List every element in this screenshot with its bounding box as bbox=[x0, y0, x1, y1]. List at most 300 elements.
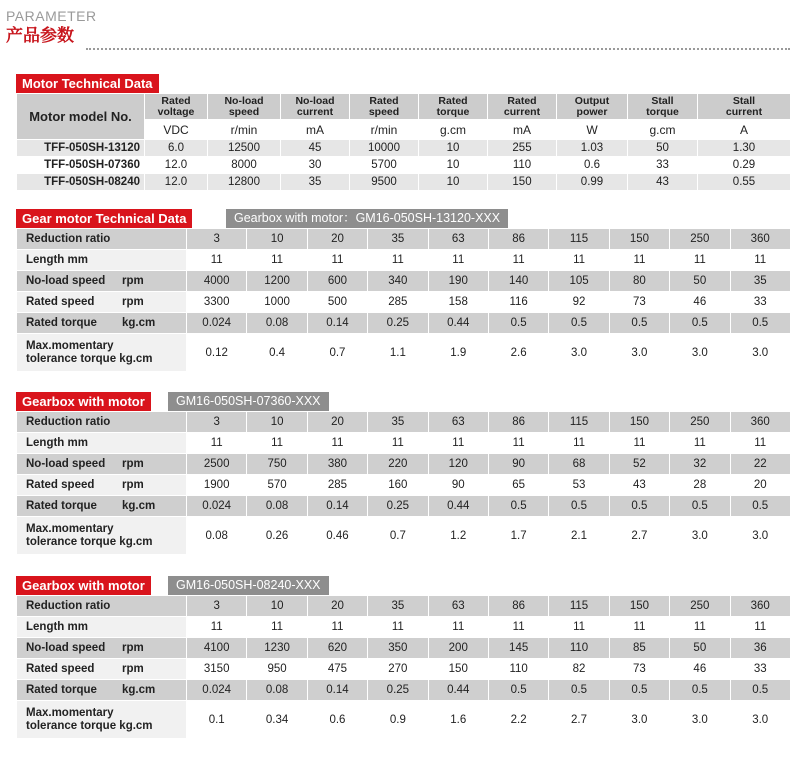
motor-col-header-line2: torque bbox=[436, 105, 470, 118]
gear-value-cell: 3 bbox=[187, 412, 247, 433]
motor-col-unit: A bbox=[698, 120, 790, 140]
gear-value-cell: 11 bbox=[549, 433, 609, 454]
motor-col-header-line1: Rated bbox=[507, 94, 537, 107]
gear-row-label bbox=[17, 638, 187, 659]
motor-section bbox=[16, 74, 790, 191]
gear-section-title: Gearbox with motor bbox=[16, 392, 151, 411]
gear-value-cell: 110 bbox=[549, 638, 609, 659]
gear-row-label-text: Rated speed bbox=[26, 479, 95, 491]
gear-section-subtitle: GM16-050SH-07360-XXX bbox=[168, 392, 329, 411]
gear-value-cell: 0.5 bbox=[730, 680, 790, 701]
motor-col-header-line2: torque bbox=[646, 105, 679, 118]
gear-value-cell: 0.5 bbox=[549, 496, 609, 517]
gear-value-cell: 0.08 bbox=[187, 517, 247, 555]
gear-value-cell: 0.25 bbox=[368, 680, 428, 701]
motor-col-header-line2: speed bbox=[368, 105, 400, 118]
gear-value-cell: 63 bbox=[428, 412, 488, 433]
motor-col-header bbox=[419, 94, 488, 120]
gear-section-title: Gear motor Technical Data bbox=[16, 209, 192, 228]
gear-value-cell: 11 bbox=[670, 433, 730, 454]
motor-value-cell: 12800 bbox=[208, 174, 281, 191]
gear-value-cell: 110 bbox=[488, 659, 548, 680]
gear-value-cell: 145 bbox=[488, 638, 548, 659]
gear-row-label bbox=[17, 617, 187, 638]
motor-model-cell: TFF-050SH-13120 bbox=[17, 140, 145, 157]
gear-value-cell: 11 bbox=[368, 250, 428, 271]
gear-row-label bbox=[17, 454, 187, 475]
gear-value-cell: 11 bbox=[609, 250, 669, 271]
gear-value-cell: 0.7 bbox=[368, 517, 428, 555]
gear-table bbox=[16, 595, 790, 739]
gear-value-cell: 0.9 bbox=[368, 701, 428, 739]
gear-value-cell: 4000 bbox=[187, 271, 247, 292]
gear-value-cell: 1.7 bbox=[488, 517, 548, 555]
motor-col-header-line1: No-load bbox=[295, 94, 335, 107]
gear-row-label-line2: tolerance torque kg.cm bbox=[26, 352, 153, 365]
gear-value-cell: 3300 bbox=[187, 292, 247, 313]
gear-section-subtitle: Gearbox with motor：GM16-050SH-13120-XXX bbox=[226, 209, 508, 228]
gear-row-label-text: Rated torque bbox=[26, 500, 97, 512]
gear-value-cell: 1.9 bbox=[428, 334, 488, 372]
motor-col-unit: VDC bbox=[145, 120, 208, 140]
gear-value-cell: 0.5 bbox=[609, 496, 669, 517]
gear-value-cell: 3.0 bbox=[730, 701, 790, 739]
gear-value-cell: 33 bbox=[730, 659, 790, 680]
gear-value-cell: 35 bbox=[368, 412, 428, 433]
gear-value-cell: 0.5 bbox=[670, 496, 730, 517]
gear-row bbox=[17, 412, 790, 433]
gear-row bbox=[17, 313, 790, 334]
gear-value-cell: 11 bbox=[428, 250, 488, 271]
motor-col-header bbox=[488, 94, 557, 120]
motor-col-unit: r/min bbox=[208, 120, 281, 140]
gear-value-cell: 20 bbox=[730, 475, 790, 496]
motor-col-header-line1: Rated bbox=[161, 94, 191, 107]
gear-value-cell: 50 bbox=[670, 271, 730, 292]
gear-value-cell: 0.024 bbox=[187, 496, 247, 517]
motor-row bbox=[17, 157, 790, 174]
motor-table bbox=[16, 93, 790, 191]
gear-value-cell: 35 bbox=[730, 271, 790, 292]
gear-value-cell: 0.5 bbox=[609, 680, 669, 701]
gear-section-header bbox=[16, 209, 790, 228]
gear-value-cell: 115 bbox=[549, 412, 609, 433]
gear-value-cell: 33 bbox=[730, 292, 790, 313]
gear-value-cell: 950 bbox=[247, 659, 307, 680]
gear-row-label bbox=[17, 271, 187, 292]
gear-value-cell: 200 bbox=[428, 638, 488, 659]
gear-row-label bbox=[17, 596, 187, 617]
motor-value-cell: 0.6 bbox=[557, 157, 628, 174]
gear-value-cell: 90 bbox=[488, 454, 548, 475]
gear-value-cell: 105 bbox=[549, 271, 609, 292]
gear-value-cell: 11 bbox=[488, 250, 548, 271]
gear-value-cell: 3.0 bbox=[609, 334, 669, 372]
motor-col-header-line1: No-load bbox=[224, 94, 264, 107]
gear-value-cell: 0.5 bbox=[670, 680, 730, 701]
gear-value-cell: 0.08 bbox=[247, 496, 307, 517]
motor-col-header bbox=[281, 94, 350, 120]
gear-value-cell: 160 bbox=[368, 475, 428, 496]
gear-value-cell: 360 bbox=[730, 412, 790, 433]
gear-value-cell: 250 bbox=[670, 596, 730, 617]
gear-row-label-text: Length mm bbox=[26, 437, 88, 449]
gear-value-cell: 20 bbox=[307, 412, 367, 433]
gear-value-cell: 150 bbox=[428, 659, 488, 680]
gear-value-cell: 250 bbox=[670, 229, 730, 250]
motor-value-cell: 9500 bbox=[350, 174, 419, 191]
motor-col-unit: g.cm bbox=[628, 120, 698, 140]
gear-value-cell: 86 bbox=[488, 596, 548, 617]
gear-value-cell: 11 bbox=[187, 617, 247, 638]
gear-value-cell: 80 bbox=[609, 271, 669, 292]
gear-value-cell: 50 bbox=[670, 638, 730, 659]
gear-row-label bbox=[17, 517, 187, 555]
motor-value-cell: 1.30 bbox=[698, 140, 790, 157]
gear-value-cell: 11 bbox=[549, 617, 609, 638]
motor-col-header bbox=[350, 94, 419, 120]
gear-value-cell: 360 bbox=[730, 229, 790, 250]
motor-col-header-line2: power bbox=[576, 105, 608, 118]
header-divider bbox=[86, 48, 790, 50]
motor-value-cell: 0.29 bbox=[698, 157, 790, 174]
gear-row-label-line1: Max.momentary bbox=[26, 706, 114, 719]
motor-col-header-line1: Stall bbox=[732, 94, 756, 107]
gear-value-cell: 0.5 bbox=[730, 313, 790, 334]
motor-value-cell: 12500 bbox=[208, 140, 281, 157]
gear-value-cell: 3.0 bbox=[670, 701, 730, 739]
gear-value-cell: 10 bbox=[247, 229, 307, 250]
motor-col-header-line2: speed bbox=[228, 105, 260, 118]
gear-row bbox=[17, 292, 790, 313]
gear-row-label bbox=[17, 292, 187, 313]
gear-value-cell: 600 bbox=[307, 271, 367, 292]
motor-col-header-line1: Rated bbox=[369, 94, 399, 107]
gear-row bbox=[17, 680, 790, 701]
gear-value-cell: 11 bbox=[307, 433, 367, 454]
gear-row bbox=[17, 334, 790, 372]
motor-col-header-line1: Stall bbox=[651, 94, 674, 107]
gear-value-cell: 11 bbox=[428, 617, 488, 638]
gear-value-cell: 11 bbox=[549, 250, 609, 271]
gear-value-cell: 0.5 bbox=[730, 496, 790, 517]
gear-row bbox=[17, 617, 790, 638]
gear-row-unit: kg.cm bbox=[122, 500, 156, 512]
gear-value-cell: 220 bbox=[368, 454, 428, 475]
gear-value-cell: 0.34 bbox=[247, 701, 307, 739]
gear-value-cell: 10 bbox=[247, 412, 307, 433]
motor-value-cell: 0.99 bbox=[557, 174, 628, 191]
gear-value-cell: 150 bbox=[609, 229, 669, 250]
gear-row-label-text: Reduction ratio bbox=[26, 416, 111, 428]
gear-value-cell: 65 bbox=[488, 475, 548, 496]
gear-value-cell: 115 bbox=[549, 596, 609, 617]
gear-row-unit: rpm bbox=[122, 479, 144, 491]
gear-value-cell: 35 bbox=[368, 596, 428, 617]
gear-row-label-text: Rated torque bbox=[26, 684, 97, 696]
motor-value-cell: 30 bbox=[281, 157, 350, 174]
motor-value-cell: 10 bbox=[419, 157, 488, 174]
gear-section-subtitle: GM16-050SH-08240-XXX bbox=[168, 576, 329, 595]
gear-value-cell: 0.024 bbox=[187, 313, 247, 334]
gear-value-cell: 360 bbox=[730, 596, 790, 617]
gear-row-unit: rpm bbox=[122, 458, 144, 470]
gear-value-cell: 0.5 bbox=[488, 313, 548, 334]
gear-value-cell: 3.0 bbox=[609, 701, 669, 739]
gear-value-cell: 0.25 bbox=[368, 496, 428, 517]
gear-value-cell: 0.5 bbox=[488, 496, 548, 517]
gear-row bbox=[17, 475, 790, 496]
gear-value-cell: 0.44 bbox=[428, 680, 488, 701]
gear-value-cell: 285 bbox=[307, 475, 367, 496]
gear-value-cell: 0.44 bbox=[428, 496, 488, 517]
gear-row-label bbox=[17, 412, 187, 433]
gear-row bbox=[17, 229, 790, 250]
motor-value-cell: 10 bbox=[419, 140, 488, 157]
gear-row-label bbox=[17, 680, 187, 701]
gear-row bbox=[17, 271, 790, 292]
motor-section-header bbox=[16, 74, 790, 93]
gear-row bbox=[17, 433, 790, 454]
gear-value-cell: 10 bbox=[247, 596, 307, 617]
gear-value-cell: 285 bbox=[368, 292, 428, 313]
gear-value-cell: 3 bbox=[187, 596, 247, 617]
gear-row-unit: rpm bbox=[122, 663, 144, 675]
gear-value-cell: 475 bbox=[307, 659, 367, 680]
gear-value-cell: 1900 bbox=[187, 475, 247, 496]
gear-value-cell: 120 bbox=[428, 454, 488, 475]
gear-row bbox=[17, 250, 790, 271]
gear-value-cell: 1230 bbox=[247, 638, 307, 659]
gear-value-cell: 90 bbox=[428, 475, 488, 496]
gear-value-cell: 20 bbox=[307, 596, 367, 617]
gear-row-label-line2: tolerance torque kg.cm bbox=[26, 535, 153, 548]
gear-value-cell: 11 bbox=[307, 617, 367, 638]
gear-value-cell: 2.7 bbox=[549, 701, 609, 739]
gear-value-cell: 0.5 bbox=[549, 313, 609, 334]
gear-value-cell: 140 bbox=[488, 271, 548, 292]
gear-value-cell: 380 bbox=[307, 454, 367, 475]
motor-section-title: Motor Technical Data bbox=[16, 74, 159, 93]
gear-value-cell: 0.6 bbox=[307, 701, 367, 739]
gear-value-cell: 32 bbox=[670, 454, 730, 475]
gear-value-cell: 158 bbox=[428, 292, 488, 313]
gear-row-label-line1: Max.momentary bbox=[26, 339, 114, 352]
gear-row bbox=[17, 638, 790, 659]
gear-section-title: Gearbox with motor bbox=[16, 576, 151, 595]
motor-value-cell: 150 bbox=[488, 174, 557, 191]
motor-value-cell: 6.0 bbox=[145, 140, 208, 157]
gear-value-cell: 68 bbox=[549, 454, 609, 475]
gear-row bbox=[17, 517, 790, 555]
gear-value-cell: 1000 bbox=[247, 292, 307, 313]
gear-value-cell: 1200 bbox=[247, 271, 307, 292]
gear-row-label-text: Length mm bbox=[26, 621, 88, 633]
gear-value-cell: 620 bbox=[307, 638, 367, 659]
gear-section-header bbox=[16, 576, 790, 595]
gear-value-cell: 3.0 bbox=[670, 517, 730, 555]
gear-value-cell: 116 bbox=[488, 292, 548, 313]
gear-value-cell: 0.12 bbox=[187, 334, 247, 372]
gear-section-2 bbox=[16, 392, 790, 555]
motor-col-header-line1: Rated bbox=[438, 94, 468, 107]
gear-value-cell: 36 bbox=[730, 638, 790, 659]
motor-row bbox=[17, 140, 790, 157]
gear-row-label bbox=[17, 496, 187, 517]
gear-value-cell: 11 bbox=[488, 617, 548, 638]
gear-row-label-text: Reduction ratio bbox=[26, 600, 111, 612]
motor-value-cell: 33 bbox=[628, 157, 698, 174]
motor-col-header-line2: current bbox=[296, 105, 334, 118]
gear-value-cell: 11 bbox=[730, 433, 790, 454]
gear-row-label-text: Reduction ratio bbox=[26, 233, 111, 245]
gear-value-cell: 0.5 bbox=[670, 313, 730, 334]
gear-value-cell: 0.5 bbox=[549, 680, 609, 701]
gear-value-cell: 22 bbox=[730, 454, 790, 475]
gear-value-cell: 11 bbox=[670, 250, 730, 271]
gear-value-cell: 73 bbox=[609, 659, 669, 680]
motor-value-cell: 10 bbox=[419, 174, 488, 191]
gear-table bbox=[16, 411, 790, 555]
gear-value-cell: 35 bbox=[368, 229, 428, 250]
gear-value-cell: 2.1 bbox=[549, 517, 609, 555]
gear-value-cell: 1.2 bbox=[428, 517, 488, 555]
gear-value-cell: 190 bbox=[428, 271, 488, 292]
motor-col-header bbox=[628, 94, 698, 120]
gear-value-cell: 73 bbox=[609, 292, 669, 313]
motor-col-header-line2: voltage bbox=[157, 105, 195, 118]
gear-value-cell: 1.6 bbox=[428, 701, 488, 739]
gear-value-cell: 0.14 bbox=[307, 313, 367, 334]
gear-value-cell: 20 bbox=[307, 229, 367, 250]
gear-value-cell: 0.46 bbox=[307, 517, 367, 555]
gear-value-cell: 0.5 bbox=[609, 313, 669, 334]
gear-row bbox=[17, 701, 790, 739]
gear-value-cell: 11 bbox=[307, 250, 367, 271]
gear-value-cell: 11 bbox=[609, 433, 669, 454]
motor-model-cell: TFF-050SH-07360 bbox=[17, 157, 145, 174]
motor-col-unit: r/min bbox=[350, 120, 419, 140]
gear-value-cell: 270 bbox=[368, 659, 428, 680]
header-title-cn: 产品参数 bbox=[6, 26, 74, 46]
gear-value-cell: 250 bbox=[670, 412, 730, 433]
gear-value-cell: 53 bbox=[549, 475, 609, 496]
gear-value-cell: 46 bbox=[670, 292, 730, 313]
gear-value-cell: 0.4 bbox=[247, 334, 307, 372]
gear-value-cell: 570 bbox=[247, 475, 307, 496]
gear-value-cell: 2500 bbox=[187, 454, 247, 475]
gear-row-label bbox=[17, 334, 187, 372]
gear-row-unit: kg.cm bbox=[122, 684, 156, 696]
motor-value-cell: 12.0 bbox=[145, 174, 208, 191]
motor-col-header-line1: Output bbox=[574, 94, 610, 107]
gear-value-cell: 46 bbox=[670, 659, 730, 680]
gear-section-header bbox=[16, 392, 790, 411]
gear-value-cell: 11 bbox=[368, 433, 428, 454]
gear-value-cell: 11 bbox=[730, 617, 790, 638]
motor-col-header bbox=[698, 94, 790, 120]
gear-value-cell: 0.024 bbox=[187, 680, 247, 701]
gear-value-cell: 150 bbox=[609, 412, 669, 433]
gear-value-cell: 11 bbox=[187, 250, 247, 271]
gear-row-label-text: No-load speed bbox=[26, 458, 106, 470]
gear-value-cell: 750 bbox=[247, 454, 307, 475]
gear-value-cell: 3.0 bbox=[730, 517, 790, 555]
gear-value-cell: 3.0 bbox=[730, 334, 790, 372]
gear-value-cell: 92 bbox=[549, 292, 609, 313]
gear-value-cell: 0.1 bbox=[187, 701, 247, 739]
gear-row-label-text: No-load speed bbox=[26, 275, 106, 287]
gear-row bbox=[17, 659, 790, 680]
motor-col-header bbox=[208, 94, 281, 120]
gear-value-cell: 0.08 bbox=[247, 313, 307, 334]
gear-row-label-text: Rated torque bbox=[26, 317, 97, 329]
motor-model-cell: TFF-050SH-08240 bbox=[17, 174, 145, 191]
motor-row bbox=[17, 174, 790, 191]
gear-value-cell: 150 bbox=[609, 596, 669, 617]
gear-value-cell: 11 bbox=[247, 617, 307, 638]
motor-col-unit: g.cm bbox=[419, 120, 488, 140]
gear-section-3 bbox=[16, 576, 790, 739]
gear-row-unit: rpm bbox=[122, 275, 144, 287]
motor-col-header-line2: current bbox=[503, 105, 541, 118]
gear-value-cell: 3.0 bbox=[670, 334, 730, 372]
gear-row-label bbox=[17, 229, 187, 250]
gear-row-label-text: Length mm bbox=[26, 254, 88, 266]
motor-col-header-line2: current bbox=[725, 105, 763, 118]
gear-value-cell: 0.7 bbox=[307, 334, 367, 372]
motor-value-cell: 50 bbox=[628, 140, 698, 157]
gear-row-label bbox=[17, 475, 187, 496]
gear-row-label-text: No-load speed bbox=[26, 642, 106, 654]
gear-value-cell: 11 bbox=[247, 433, 307, 454]
motor-value-cell: 1.03 bbox=[557, 140, 628, 157]
gear-value-cell: 52 bbox=[609, 454, 669, 475]
gear-value-cell: 82 bbox=[549, 659, 609, 680]
gear-value-cell: 86 bbox=[488, 412, 548, 433]
motor-col-header bbox=[557, 94, 628, 120]
header-title-en: PARAMETER bbox=[6, 8, 97, 24]
gear-value-cell: 28 bbox=[670, 475, 730, 496]
gear-value-cell: 11 bbox=[488, 433, 548, 454]
gear-value-cell: 2.6 bbox=[488, 334, 548, 372]
gear-value-cell: 0.26 bbox=[247, 517, 307, 555]
gear-row-label-text: Rated speed bbox=[26, 296, 95, 308]
gear-value-cell: 0.5 bbox=[488, 680, 548, 701]
gear-row-label bbox=[17, 433, 187, 454]
gear-value-cell: 3 bbox=[187, 229, 247, 250]
gear-value-cell: 43 bbox=[609, 475, 669, 496]
gear-value-cell: 0.14 bbox=[307, 496, 367, 517]
gear-value-cell: 2.7 bbox=[609, 517, 669, 555]
gear-row bbox=[17, 496, 790, 517]
gear-value-cell: 3.0 bbox=[549, 334, 609, 372]
motor-value-cell: 8000 bbox=[208, 157, 281, 174]
gear-value-cell: 11 bbox=[670, 617, 730, 638]
gear-value-cell: 86 bbox=[488, 229, 548, 250]
motor-value-cell: 43 bbox=[628, 174, 698, 191]
motor-value-cell: 35 bbox=[281, 174, 350, 191]
gear-row-label bbox=[17, 313, 187, 334]
gear-value-cell: 4100 bbox=[187, 638, 247, 659]
gear-row-label-line2: tolerance torque kg.cm bbox=[26, 719, 153, 732]
gear-value-cell: 0.25 bbox=[368, 313, 428, 334]
gear-row-unit: kg.cm bbox=[122, 317, 156, 329]
gear-value-cell: 500 bbox=[307, 292, 367, 313]
gear-value-cell: 11 bbox=[730, 250, 790, 271]
gear-value-cell: 63 bbox=[428, 596, 488, 617]
gear-row-label bbox=[17, 659, 187, 680]
